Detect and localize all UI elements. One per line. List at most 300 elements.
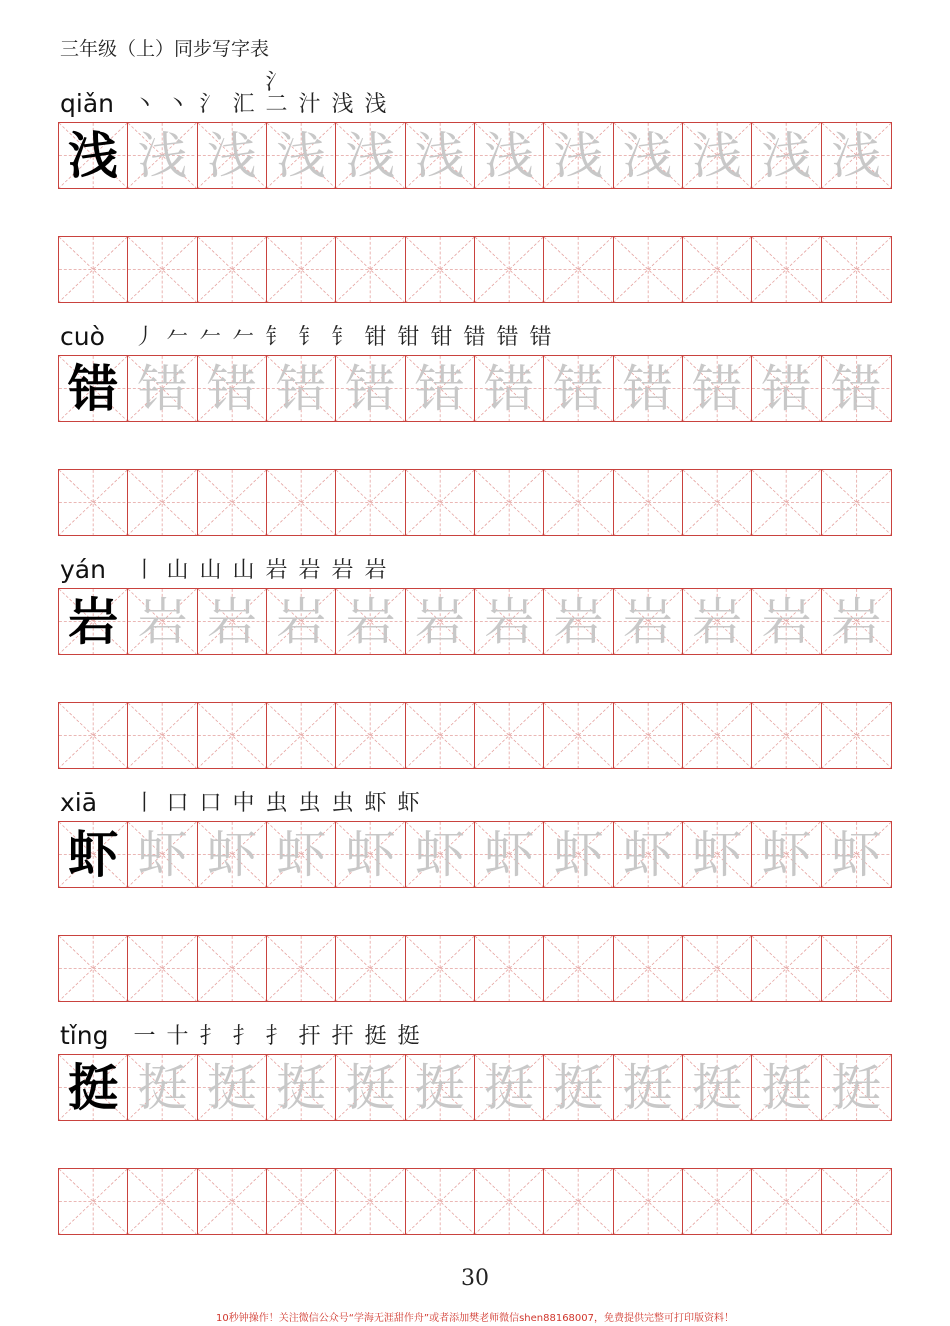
grid-guides-icon [752,470,820,535]
grid-guides-icon [59,1169,127,1234]
grid-guides-icon [683,237,751,302]
empty-grid-cell[interactable] [59,936,128,1001]
grid-guides-icon [267,936,335,1001]
model-character: 岩 [68,592,119,651]
trace-character: 错 [553,359,604,418]
grid-guides-icon [198,1169,266,1234]
grid-cell[interactable] [406,822,475,887]
trace-character: 虾 [622,825,673,884]
trace-character: 岩 [622,592,673,651]
empty-grid-cell[interactable] [336,237,405,302]
empty-grid-cell[interactable] [614,1169,683,1234]
grid-guides-icon [475,470,543,535]
empty-grid-cell[interactable] [128,936,197,1001]
stroke-step: 虾 [364,791,387,816]
pinyin-line [58,70,892,118]
empty-grid-cell[interactable] [198,1169,267,1234]
trace-character: 浅 [206,126,257,185]
grid-cell[interactable] [59,589,128,654]
grid-guides-icon [752,703,820,768]
empty-grid-cell[interactable] [544,470,613,535]
grid-cell[interactable] [544,822,613,887]
grid-cell[interactable] [128,589,197,654]
empty-grid-cell[interactable] [406,237,475,302]
character-block [58,1008,892,1235]
footer-note: 10秒钟操作！关注微信公众号“学海无涯甜作舟”或者添加樊老师微信shen88168007，免费提供完整可打印版资料！ [215,1313,735,1324]
stroke-step: 钳 [364,325,387,350]
grid-guides-icon [683,1169,751,1234]
grid-cell[interactable] [475,123,544,188]
grid-cell[interactable] [752,356,821,421]
grid-guides-icon [128,470,196,535]
trace-character: 岩 [276,592,327,651]
trace-character: 浅 [484,126,535,185]
stroke-step: 错 [529,325,552,350]
grid-cell[interactable] [267,589,336,654]
pinyin-line [58,542,892,582]
grid-cell[interactable] [406,123,475,188]
grid-cell[interactable] [822,356,891,421]
trace-character: 浅 [692,126,743,185]
stroke-step: 汁 [298,92,321,117]
trace-character: 岩 [761,592,812,651]
empty-grid-cell[interactable] [544,1169,613,1234]
empty-grid-cell[interactable] [822,237,891,302]
trace-character: 挺 [276,1058,327,1117]
grid-cell[interactable] [59,356,128,421]
trace-character: 错 [276,359,327,418]
grid-guides-icon [544,237,612,302]
grid-cell[interactable] [406,356,475,421]
stroke-order [128,560,392,582]
trace-character: 挺 [831,1058,882,1117]
grid-cell[interactable] [128,123,197,188]
trace-character: 虾 [553,825,604,884]
trace-character: 挺 [206,1058,257,1117]
character-block [58,775,892,1002]
empty-grid-cell[interactable] [267,703,336,768]
grid-cell[interactable] [752,822,821,887]
grid-cell[interactable] [336,356,405,421]
trace-character: 错 [484,359,535,418]
grid-guides-icon [475,703,543,768]
stroke-step: 山 [199,558,222,583]
grid-cell[interactable] [59,1055,128,1120]
trace-character: 岩 [345,592,396,651]
stroke-step: 丨 [133,558,156,583]
grid-guides-icon [406,1169,474,1234]
trace-character: 虾 [484,825,535,884]
grid-cell[interactable] [198,822,267,887]
grid-guides-icon [128,1169,196,1234]
grid-guides-icon [406,470,474,535]
grid-cell[interactable] [544,1055,613,1120]
grid-cell[interactable] [267,822,336,887]
grid-cell[interactable] [752,1055,821,1120]
grid-guides-icon [198,470,266,535]
grid-cell[interactable] [128,822,197,887]
stroke-order [128,793,425,815]
grid-cell[interactable] [59,123,128,188]
pinyin-label: tǐng [60,1021,109,1050]
trace-character: 挺 [692,1058,743,1117]
empty-grid-cell[interactable] [683,936,752,1001]
empty-grid-cell[interactable] [267,1169,336,1234]
empty-grid-cell[interactable] [475,936,544,1001]
tracing-row [58,355,892,422]
stroke-step: 𠂉 [232,325,255,350]
stroke-step: 丨 [133,791,156,816]
trace-character: 错 [137,359,188,418]
trace-character: 浅 [345,126,396,185]
trace-character: 浅 [831,126,882,185]
empty-grid-cell[interactable] [752,470,821,535]
grid-guides-icon [336,1169,404,1234]
trace-character: 浅 [137,126,188,185]
grid-guides-icon [59,237,127,302]
character-block [58,309,892,536]
empty-grid-cell[interactable] [752,237,821,302]
grid-guides-icon [59,936,127,1001]
stroke-step: 山 [232,558,255,583]
stroke-step: 山 [166,558,189,583]
pinyin-line [58,1008,892,1048]
grid-cell[interactable] [198,589,267,654]
tracing-row [58,821,892,888]
empty-grid-cell[interactable] [198,703,267,768]
trace-character: 岩 [137,592,188,651]
trace-character: 错 [345,359,396,418]
empty-grid-cell[interactable] [198,237,267,302]
grid-cell[interactable] [336,1055,405,1120]
stroke-step: 口 [199,791,222,816]
empty-grid-cell[interactable] [544,237,613,302]
empty-grid-cell[interactable] [544,703,613,768]
empty-grid-cell[interactable] [128,703,197,768]
pinyin-label: qiǎn [60,89,114,118]
grid-guides-icon [267,470,335,535]
grid-cell[interactable] [544,123,613,188]
grid-guides-icon [752,936,820,1001]
character-block [58,542,892,769]
grid-cell[interactable] [128,1055,197,1120]
grid-cell[interactable] [128,356,197,421]
grid-cell[interactable] [683,589,752,654]
grid-cell[interactable] [198,1055,267,1120]
grid-cell[interactable] [752,589,821,654]
grid-guides-icon [267,1169,335,1234]
empty-grid-cell[interactable] [752,703,821,768]
stroke-step: 𠂉 [166,325,189,350]
stroke-step: 浅 [331,92,354,117]
grid-cell[interactable] [406,589,475,654]
empty-grid-cell[interactable] [406,703,475,768]
empty-grid-cell[interactable] [822,470,891,535]
trace-character: 浅 [276,126,327,185]
trace-character: 错 [761,359,812,418]
grid-guides-icon [822,237,891,302]
grid-cell[interactable] [475,356,544,421]
stroke-step: 浅 [364,92,387,117]
grid-cell[interactable] [198,356,267,421]
grid-cell[interactable] [267,123,336,188]
grid-guides-icon [475,237,543,302]
stroke-step: 扌 [232,1024,255,1049]
trace-character: 浅 [622,126,673,185]
empty-grid-cell[interactable] [406,470,475,535]
grid-cell[interactable] [198,123,267,188]
grid-cell[interactable] [683,1055,752,1120]
empty-grid-cell[interactable] [59,237,128,302]
stroke-step: 虫 [265,791,288,816]
grid-guides-icon [128,237,196,302]
stroke-step: 岩 [265,558,288,583]
grid-guides-icon [336,703,404,768]
trace-character: 挺 [137,1058,188,1117]
grid-cell[interactable] [267,1055,336,1120]
practice-row [58,1168,892,1235]
grid-guides-icon [406,703,474,768]
grid-guides-icon [822,470,891,535]
empty-grid-cell[interactable] [336,1169,405,1234]
grid-guides-icon [683,470,751,535]
model-character: 浅 [68,126,119,185]
grid-guides-icon [614,237,682,302]
empty-grid-cell[interactable] [822,936,891,1001]
grid-guides-icon [614,703,682,768]
trace-character: 虾 [276,825,327,884]
empty-grid-cell[interactable] [198,936,267,1001]
empty-grid-cell[interactable] [406,936,475,1001]
empty-grid-cell[interactable] [683,470,752,535]
practice-row [58,469,892,536]
empty-grid-cell[interactable] [475,1169,544,1234]
grid-cell[interactable] [336,123,405,188]
grid-cell[interactable] [752,123,821,188]
page-number: 30 [461,1266,489,1291]
empty-grid-cell[interactable] [406,1169,475,1234]
grid-cell[interactable] [267,356,336,421]
empty-grid-cell[interactable] [822,703,891,768]
grid-guides-icon [614,936,682,1001]
stroke-step: 扞 [298,1024,321,1049]
empty-grid-cell[interactable] [336,703,405,768]
grid-cell[interactable] [822,123,891,188]
empty-grid-cell[interactable] [752,936,821,1001]
trace-character: 岩 [414,592,465,651]
empty-grid-cell[interactable] [614,237,683,302]
trace-character: 虾 [761,825,812,884]
empty-grid-cell[interactable] [614,470,683,535]
practice-row [58,236,892,303]
empty-grid-cell[interactable] [59,1169,128,1234]
stroke-order [128,72,392,116]
grid-guides-icon [198,237,266,302]
practice-row [58,935,892,1002]
grid-cell[interactable] [614,356,683,421]
page-title: 三年级（上）同步写字表 [60,38,270,60]
empty-grid-cell[interactable] [752,1169,821,1234]
stroke-step: 虫 [298,791,321,816]
model-character: 虾 [68,825,119,884]
stroke-step: 岩 [364,558,387,583]
empty-grid-cell[interactable] [59,470,128,535]
trace-character: 岩 [553,592,604,651]
pinyin-label: xiā [60,788,98,817]
grid-cell[interactable] [614,1055,683,1120]
stroke-step: 扞 [331,1024,354,1049]
empty-grid-cell[interactable] [128,1169,197,1234]
stroke-step: 扌 [265,1024,288,1049]
stroke-step: 𠂉 [199,325,222,350]
stroke-step: 钳 [430,325,453,350]
stroke-step: 钅 [331,325,354,350]
stroke-step: 错 [496,325,519,350]
empty-grid-cell[interactable] [267,936,336,1001]
grid-cell[interactable] [822,589,891,654]
stroke-step: 岩 [331,558,354,583]
stroke-step: 氵 [199,92,222,117]
grid-cell[interactable] [406,1055,475,1120]
trace-character: 虾 [831,825,882,884]
pinyin-line [58,309,892,349]
trace-character: 岩 [692,592,743,651]
empty-grid-cell[interactable] [683,1169,752,1234]
trace-character: 挺 [761,1058,812,1117]
grid-guides-icon [752,1169,820,1234]
grid-guides-icon [59,703,127,768]
grid-guides-icon [544,936,612,1001]
grid-cell[interactable] [544,356,613,421]
empty-grid-cell[interactable] [128,470,197,535]
empty-grid-cell[interactable] [128,237,197,302]
grid-guides-icon [475,1169,543,1234]
grid-cell[interactable] [614,123,683,188]
grid-guides-icon [752,237,820,302]
empty-grid-cell[interactable] [336,470,405,535]
grid-guides-icon [683,936,751,1001]
grid-guides-icon [822,936,891,1001]
stroke-step: 丶 [166,92,189,117]
trace-character: 岩 [484,592,535,651]
empty-grid-cell[interactable] [336,936,405,1001]
grid-cell[interactable] [822,822,891,887]
grid-guides-icon [198,936,266,1001]
empty-grid-cell[interactable] [475,237,544,302]
stroke-step: 丿 [133,325,156,350]
grid-guides-icon [336,470,404,535]
stroke-order [128,1026,425,1048]
trace-character: 浅 [414,126,465,185]
grid-guides-icon [822,1169,891,1234]
grid-guides-icon [822,703,891,768]
trace-character: 虾 [692,825,743,884]
grid-cell[interactable] [544,589,613,654]
pinyin-line [58,775,892,815]
empty-grid-cell[interactable] [267,237,336,302]
grid-guides-icon [267,237,335,302]
trace-character: 挺 [553,1058,604,1117]
pinyin-label: yán [60,555,106,584]
trace-character: 错 [692,359,743,418]
grid-guides-icon [544,470,612,535]
trace-character: 虾 [206,825,257,884]
tracing-row [58,1054,892,1121]
stroke-step: 汇 [232,92,255,117]
grid-guides-icon [544,703,612,768]
empty-grid-cell[interactable] [614,703,683,768]
grid-guides-icon [544,1169,612,1234]
stroke-step: 钅 [298,325,321,350]
trace-character: 虾 [345,825,396,884]
grid-cell[interactable] [683,822,752,887]
empty-grid-cell[interactable] [198,470,267,535]
grid-cell[interactable] [336,822,405,887]
empty-grid-cell[interactable] [59,703,128,768]
stroke-step: 虫 [331,791,354,816]
grid-cell[interactable] [683,123,752,188]
trace-character: 岩 [206,592,257,651]
empty-grid-cell[interactable] [475,703,544,768]
grid-cell[interactable] [614,589,683,654]
grid-cell[interactable] [614,822,683,887]
empty-grid-cell[interactable] [683,237,752,302]
grid-cell[interactable] [822,1055,891,1120]
empty-grid-cell[interactable] [822,1169,891,1234]
trace-character: 虾 [414,825,465,884]
stroke-step: 挺 [397,1024,420,1049]
trace-character: 错 [622,359,673,418]
grid-guides-icon [198,703,266,768]
grid-cell[interactable] [475,589,544,654]
stroke-step: 扌 [199,1024,222,1049]
trace-character: 浅 [761,126,812,185]
grid-cell[interactable] [683,356,752,421]
empty-grid-cell[interactable] [267,470,336,535]
grid-guides-icon [267,703,335,768]
trace-character: 虾 [137,825,188,884]
grid-guides-icon [336,936,404,1001]
empty-grid-cell[interactable] [614,936,683,1001]
grid-guides-icon [683,703,751,768]
grid-cell[interactable] [475,822,544,887]
trace-character: 错 [206,359,257,418]
grid-guides-icon [128,936,196,1001]
grid-guides-icon [614,470,682,535]
stroke-step: 钅 [265,325,288,350]
stroke-step: 一 [133,1024,156,1049]
practice-row [58,702,892,769]
grid-cell[interactable] [59,822,128,887]
stroke-step: 丶 [133,92,156,117]
stroke-step: 挺 [364,1024,387,1049]
stroke-step: 氵二 [265,70,288,117]
pinyin-label: cuò [60,322,105,351]
grid-guides-icon [336,237,404,302]
empty-grid-cell[interactable] [683,703,752,768]
grid-cell[interactable] [475,1055,544,1120]
grid-guides-icon [128,703,196,768]
grid-guides-icon [406,237,474,302]
empty-grid-cell[interactable] [475,470,544,535]
grid-cell[interactable] [336,589,405,654]
model-character: 挺 [68,1058,119,1117]
empty-grid-cell[interactable] [544,936,613,1001]
trace-character: 挺 [414,1058,465,1117]
trace-character: 浅 [553,126,604,185]
trace-character: 挺 [345,1058,396,1117]
trace-character: 岩 [831,592,882,651]
